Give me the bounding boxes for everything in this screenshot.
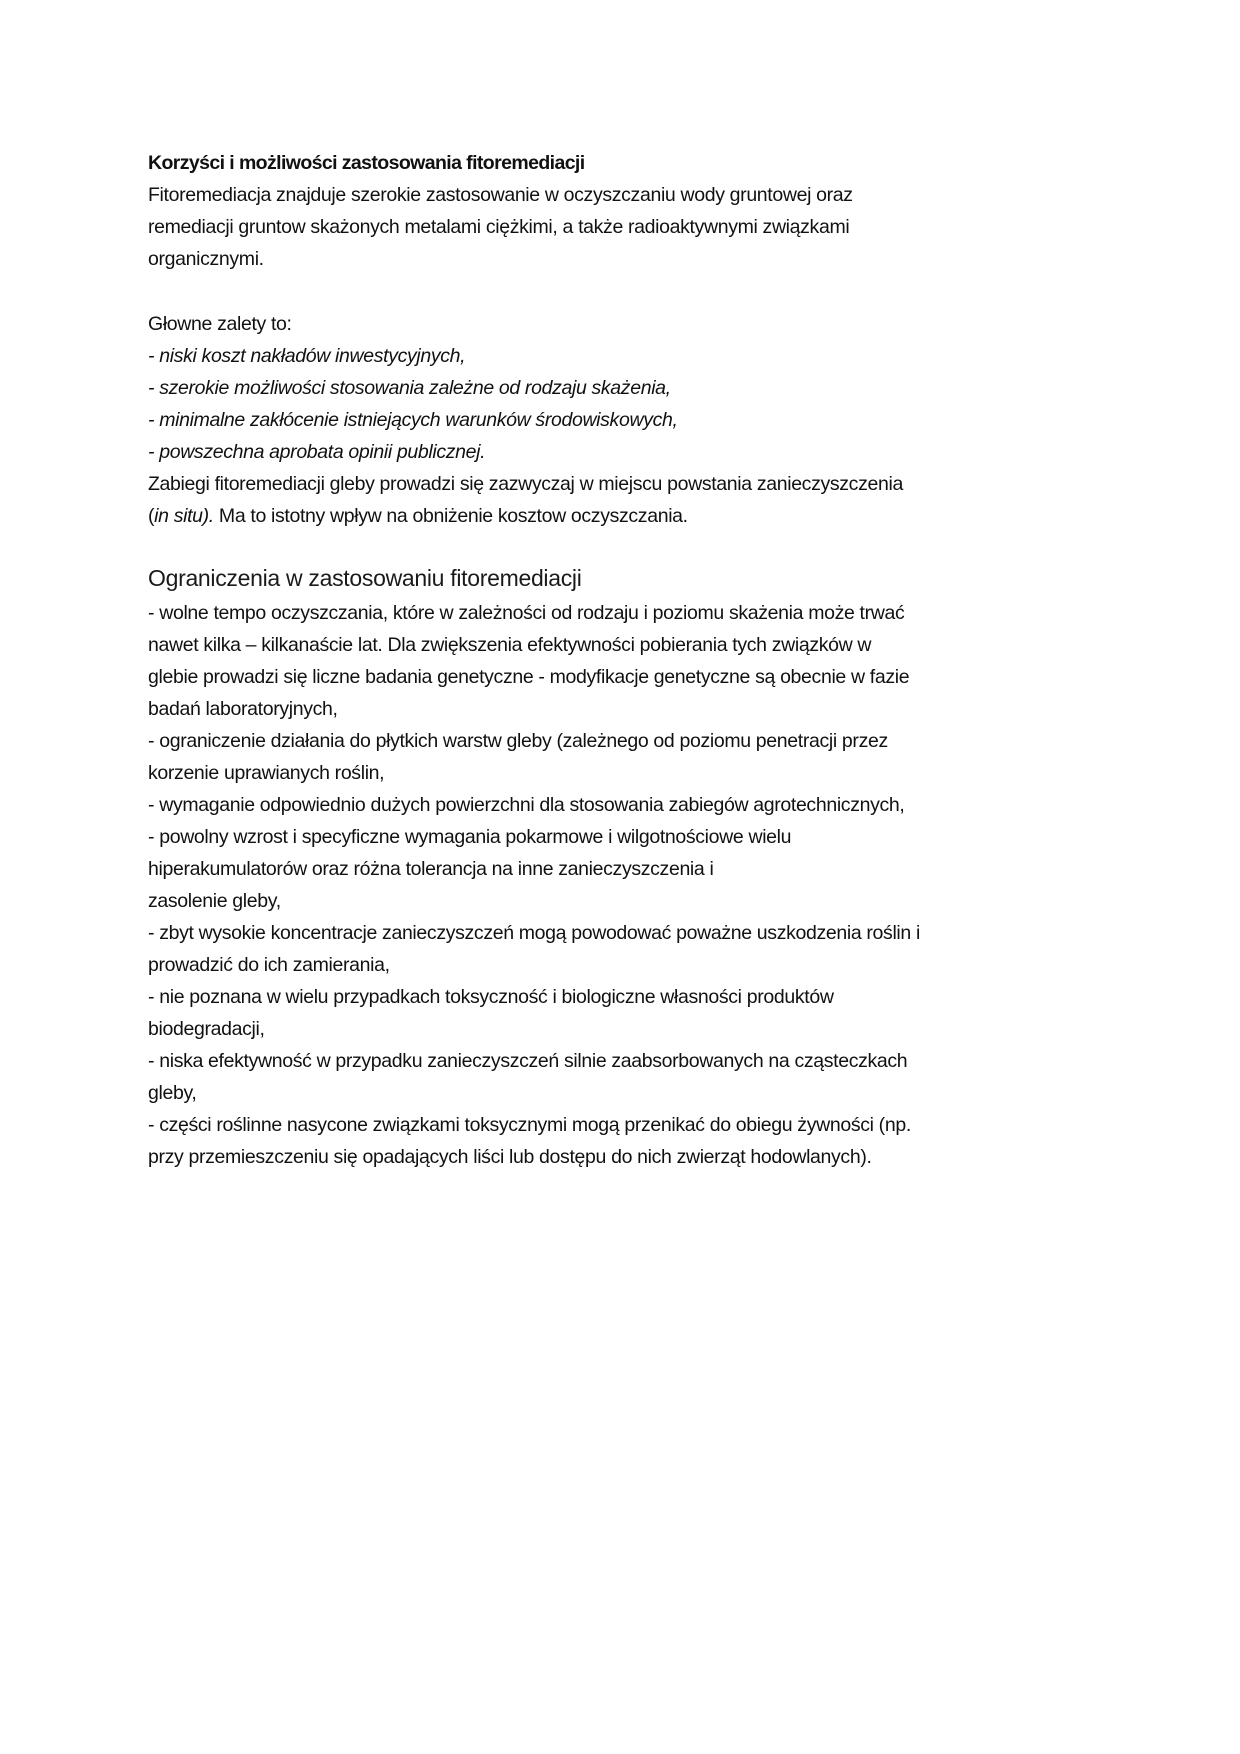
- advantages-label: Głowne zalety to:: [148, 313, 292, 335]
- limitation-line-2: nawet kilka – kilkanaście lat. Dla zwiększenia efektywności pobierania tych związków w: [148, 634, 872, 656]
- limitation-line-9: hiperakumulatorów oraz różna tolerancja na inne zanieczyszczenia i: [148, 858, 714, 880]
- limitation-line-6: korzenie uprawianych roślin,: [148, 762, 385, 784]
- limitation-line-10: zasolenie gleby,: [148, 890, 281, 912]
- closing-line-2: [148, 504, 688, 528]
- limitation-line-8: - powolny wzrost i specyficzne wymagania pokarmowe i wilgotnościowe wielu: [148, 826, 792, 848]
- limitation-line-18: przy przemieszczeniu się opadających liści lub dostępu do nich zwierząt hodowlanych).: [148, 1146, 872, 1168]
- closing-rest: Ma to istotny wpływ na obniżenie kosztow oczyszczania.: [213, 505, 688, 527]
- limitation-line-5: - ograniczenie działania do płytkich warstw gleby (zależnego od poziomu penetracji przez: [148, 730, 888, 752]
- closing-line-1: Zabiegi fitoremediacji gleby prowadzi się zazwyczaj w miejscu powstania zanieczyszczenia: [148, 473, 903, 495]
- intro-line-1: Fitoremediacja znajduje szerokie zastosowanie w oczyszczaniu wody gruntowej oraz: [148, 184, 853, 206]
- advantage-item-3: - minimalne zakłócenie istniejących warunków środowiskowych,: [148, 409, 678, 431]
- limitation-line-1: - wolne tempo oczyszczania, które w zależności od rodzaju i poziomu skażenia może trwać: [148, 602, 905, 624]
- limitation-line-16: gleby,: [148, 1082, 197, 1104]
- limitation-line-13: - nie poznana w wielu przypadkach toksyczność i biologiczne własności produktów: [148, 986, 834, 1008]
- intro-line-2: remediacji gruntow skażonych metalami ciężkimi, a także radioaktywnymi związkami: [148, 216, 850, 238]
- limitation-line-17: - części roślinne nasycone związkami toksycznymi mogą przenikać do obiegu żywności (np.: [148, 1114, 911, 1136]
- limitation-line-14: biodegradacji,: [148, 1018, 265, 1040]
- limitation-line-3: glebie prowadzi się liczne badania genetyczne - modyfikacje genetyczne są obecnie w fazie: [148, 666, 910, 688]
- limitation-line-15: - niska efektywność w przypadku zanieczyszczeń silnie zaabsorbowanych na cząsteczkach: [148, 1050, 908, 1072]
- in-situ-term: in situ).: [154, 505, 214, 527]
- limitation-line-4: badań laboratoryjnych,: [148, 698, 338, 720]
- advantage-item-1: - niski koszt nakładów inwestycyjnych,: [148, 345, 466, 367]
- intro-line-3: organicznymi.: [148, 248, 264, 270]
- limitation-line-12: prowadzić do ich zamierania,: [148, 954, 390, 976]
- advantage-item-4: - powszechna aprobata opinii publicznej.: [148, 441, 486, 463]
- closing-paren: (: [148, 505, 155, 527]
- limitation-line-11: - zbyt wysokie koncentracje zanieczyszczeń mogą powodować poważne uszkodzenia roślin i: [148, 922, 920, 944]
- section-title-limitations: Ograniczenia w zastosowaniu fitoremediacji: [148, 565, 582, 591]
- limitation-line-7: - wymaganie odpowiednio dużych powierzchni dla stosowania zabiegów agrotechnicznych,: [148, 794, 905, 816]
- advantage-item-2: - szerokie możliwości stosowania zależne od rodzaju skażenia,: [148, 377, 671, 399]
- section-title-benefits: Korzyści i możliwości zastosowania fitoremediacji: [148, 152, 585, 174]
